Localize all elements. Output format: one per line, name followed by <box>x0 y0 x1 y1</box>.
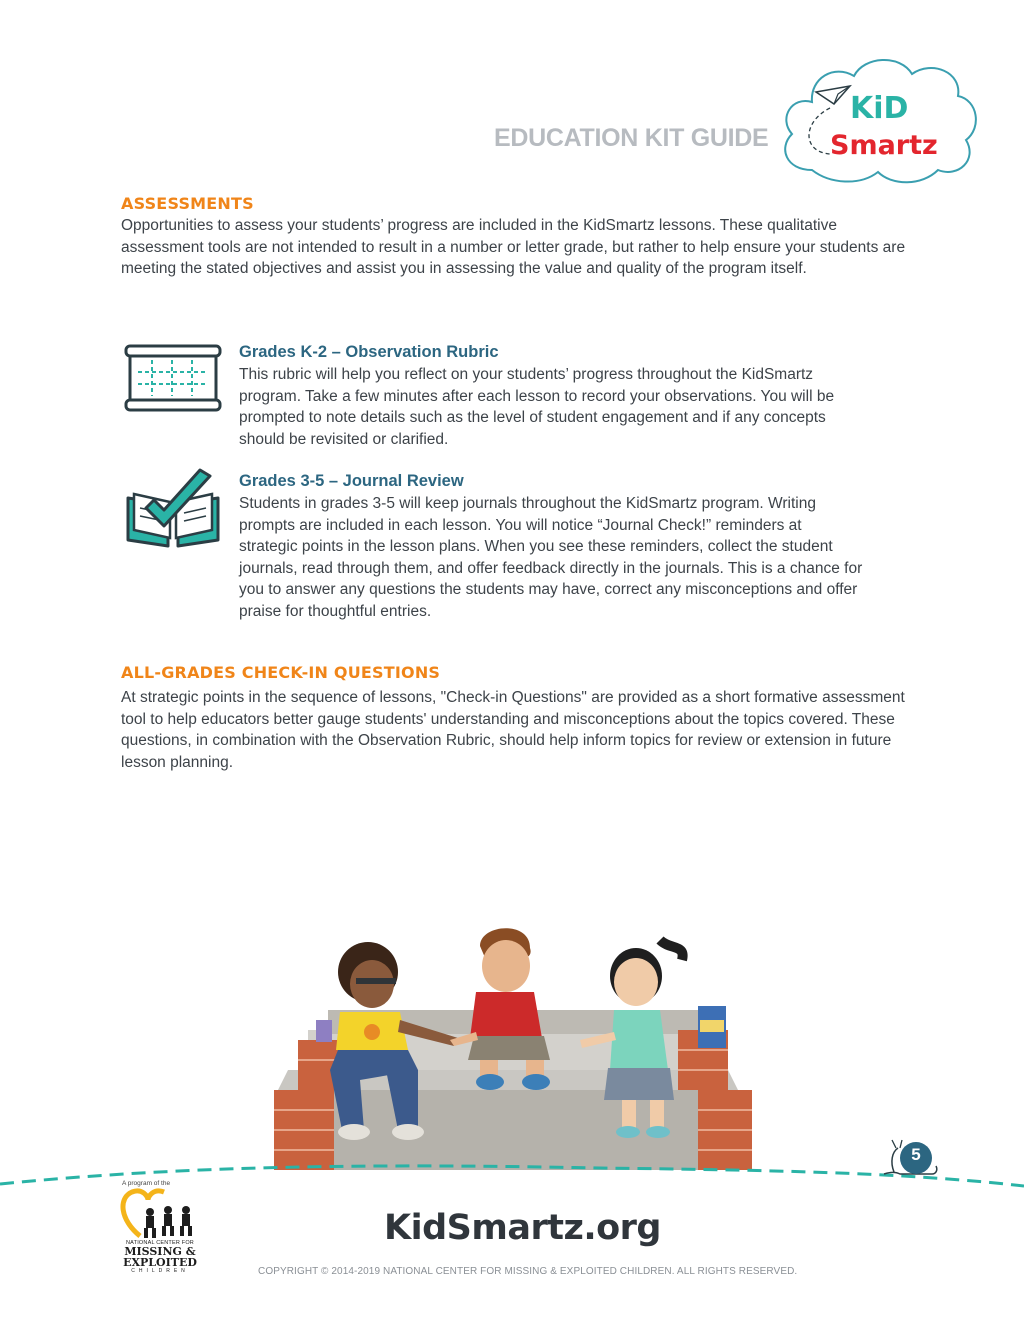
assessments-heading: ASSESSMENTS <box>121 194 254 213</box>
logo-kid-text: KiD <box>850 91 909 126</box>
copyright: COPYRIGHT © 2014-2019 NATIONAL CENTER FOR MISSING & EXPLOITED CHILDREN. ALL RIGHTS RESERVED. <box>258 1266 798 1277</box>
kit-title: EDUCATION KIT GUIDE <box>494 124 769 152</box>
kids-on-steps-illustration <box>268 920 758 1170</box>
assessments-body: Opportunities to assess your students’ progress are included in the KidSmartz lessons. These qualitative assessment tools are not intended to result in a number or letter grade, but rather to help ensure your students are meeting the stated objectives and assist you in assessing the value and quality of the program itself. <box>121 217 906 277</box>
book-check-icon <box>124 468 222 550</box>
checkin-heading: ALL-GRADES CHECK-IN QUESTIONS <box>121 663 441 682</box>
logo-smartz-text: Smartz <box>830 130 938 161</box>
ncmec-line4: CHILDREN <box>131 1268 189 1274</box>
site-url[interactable]: KidSmartz.org <box>384 1208 661 1248</box>
page-number: 5 <box>911 1145 921 1164</box>
rubric-chart-icon <box>124 344 222 412</box>
journal-body: Students in grades 3-5 will keep journals throughout the KidSmartz program. Writing prompts are included in each lesson. You will notice “Journal Check!” reminders at strategic points in the lesson plans. When you see these reminders, collect the student journals, read through them, and offer feedback directly in the journals. This is a chance for you to answer any questions the students may have, correct any misconceptions and offer praise for thoughtful entries. <box>239 495 863 620</box>
program-of-label: A program of the <box>122 1180 171 1187</box>
ncmec-line1: NATIONAL CENTER FOR <box>126 1240 194 1246</box>
ncmec-heart-icon <box>118 1186 202 1240</box>
kidsmartz-logo <box>772 52 984 192</box>
checkin-body: At strategic points in the sequence of lessons, "Check-in Questions" are provided as a short formative assessment tool to help educators better gauge students' understanding and misconceptions about the topics covered. These questions, in combination with the Observation Rubric, should help inform topics for review or extension in future lesson planning. <box>121 689 905 771</box>
ncmec-line2: MISSING & <box>124 1245 196 1258</box>
journal-title: Grades 3-5 – Journal Review <box>239 472 464 490</box>
ncmec-wordmark <box>118 1240 202 1274</box>
rubric-body: This rubric will help you reflect on your students’ progress throughout the KidSmartz program. Take a few minutes after each lesson to record your observations. You will be prompted to note details such as the level of student engagement and if any concepts should be revisited or clarified. <box>239 366 835 448</box>
rubric-title: Grades K-2 – Observation Rubric <box>239 343 499 361</box>
ncmec-line3: EXPLOITED <box>123 1256 197 1269</box>
